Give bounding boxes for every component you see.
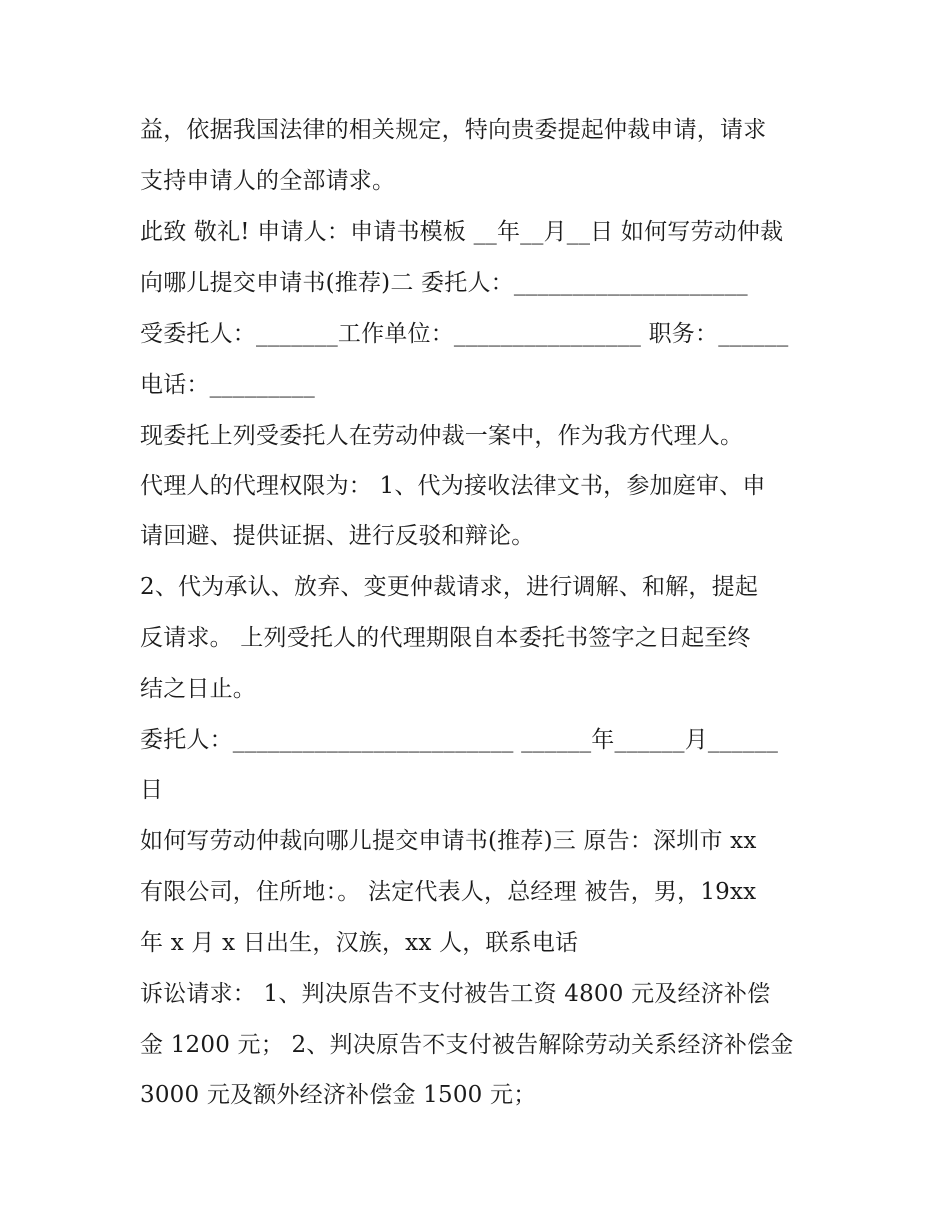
text-line: 如何写劳动仲裁向哪儿提交申请书(推荐)三 原告：深圳市 xx bbox=[140, 828, 757, 854]
text-line: 2、代为承认、放弃、变更仲裁请求，进行调解、和解，提起 bbox=[140, 574, 759, 600]
text-line: 电话：_________ bbox=[140, 372, 315, 398]
text-line: 支持申请人的全部请求。 bbox=[140, 168, 396, 194]
text-line: 此致 敬礼! 申请人：申请书模板 __年__月__日 如何写劳动仲裁 bbox=[140, 219, 784, 245]
text-line: 益，依据我国法律的相关规定，特向贵委提起仲裁申请，请求 bbox=[140, 117, 767, 143]
text-line: 3000 元及额外经济补偿金 1500 元； bbox=[140, 1082, 537, 1108]
text-line: 金 1200 元； 2、判决原告不支付被告解除劳动关系经济补偿金 bbox=[140, 1032, 794, 1058]
text-line: 结之日止。 bbox=[140, 676, 256, 702]
text-line: 现委托上列受委托人在劳动仲裁一案中，作为我方代理人。 bbox=[140, 423, 744, 449]
text-line: 代理人的代理权限为： 1、代为接收法律文书，参加庭审、申 bbox=[140, 473, 766, 499]
text-line: 有限公司，住所地：。 法定代表人，总经理 被告，男，19xx bbox=[140, 879, 757, 905]
text-line: 诉讼请求： 1、判决原告不支付被告工资 4800 元及经济补偿 bbox=[140, 981, 771, 1007]
text-line: 请回避、提供证据、进行反驳和辩论。 bbox=[140, 523, 535, 549]
text-line: 年 x 月 x 日出生，汉族，xx 人，联系电话 bbox=[140, 930, 579, 956]
text-line: 向哪儿提交申请书(推荐)二 委托人：____________________ bbox=[140, 270, 748, 296]
text-line: 受委托人：_______工作单位：________________ 职务：______ bbox=[140, 321, 789, 347]
text-line: 日 bbox=[140, 777, 164, 803]
text-line: 委托人：________________________ ______年______月______ bbox=[140, 727, 779, 753]
text-line: 反请求。 上列受托人的代理期限自本委托书签字之日起至终 bbox=[140, 625, 751, 651]
